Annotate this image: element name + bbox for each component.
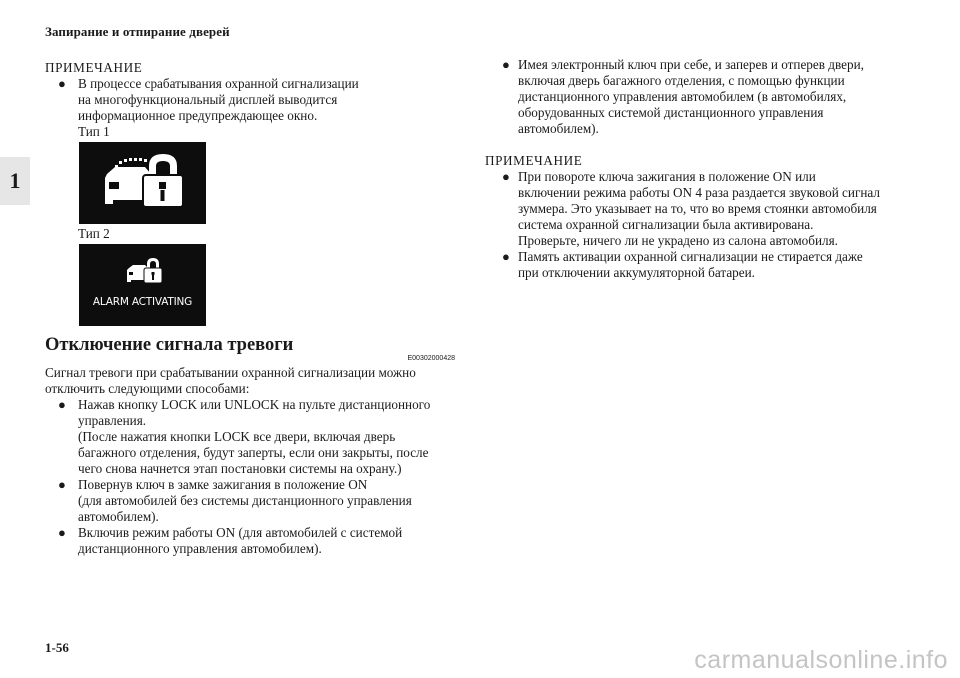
text-line: Нажав кнопку LOCK или UNLOCK на пульте дистанционного — [78, 397, 431, 412]
type2-label: Тип 2 — [78, 226, 110, 241]
list-item — [485, 57, 905, 137]
text-line: автомобилем). — [78, 509, 159, 524]
note-bullet — [485, 169, 905, 249]
text-line: Проверьте, ничего ли не украдено из салона автомобиля. — [518, 233, 838, 248]
text-line: включении режима работы ON 4 раза раздается звуковой сигнал — [518, 185, 880, 200]
text-line: (для автомобилей без системы дистанционного управления — [78, 493, 412, 508]
bullet-icon: ● — [502, 57, 510, 72]
chapter-tab: 1 — [0, 157, 30, 205]
text-line: оборудованных системой дистанционного управления — [518, 105, 824, 120]
list-item — [45, 477, 455, 525]
section-code: E00302000428 — [407, 355, 455, 362]
list-item — [45, 525, 455, 557]
bullet-icon: ● — [58, 525, 66, 540]
note-title: ПРИМЕЧАНИЕ — [45, 60, 143, 75]
running-header: Запирание и отпирание дверей — [45, 24, 230, 39]
note-bullet — [45, 76, 455, 124]
bullet-icon: ● — [58, 76, 66, 91]
text-line: управления. — [78, 413, 147, 428]
text-line: дистанционного управления автомобилем). — [78, 541, 322, 556]
text-line: отключить следующими способами: — [45, 381, 250, 396]
text-line: Память активации охранной сигнализации не стирается даже — [518, 249, 863, 264]
bullet-icon: ● — [58, 397, 66, 412]
alarm-activating-text: ALARM ACTIVATING — [92, 296, 193, 308]
list-item — [45, 397, 455, 477]
left-column — [45, 60, 455, 557]
text-line: Включив режим работы ON (для автомобилей с системой — [78, 525, 403, 540]
text-line: Имея электронный ключ при себе, и заперев и отперев двери, — [518, 57, 864, 72]
bullet-icon: ● — [502, 169, 510, 184]
car-lock-icon — [79, 142, 206, 224]
text-line: на многофункциональный дисплей выводится — [78, 92, 338, 107]
text-line: система охранной сигнализации была активирована. — [518, 217, 814, 232]
text-line: чего снова начнется этап постановки системы на охрану.) — [78, 461, 402, 476]
intro-paragraph — [45, 365, 455, 397]
bullet-icon: ● — [58, 477, 66, 492]
display-screen-type1 — [79, 142, 206, 224]
right-column — [485, 57, 905, 281]
watermark: carmanualsonline.info — [694, 646, 948, 674]
note-title: ПРИМЕЧАНИЕ — [485, 153, 583, 168]
display-screen-type2 — [79, 244, 206, 326]
text-line: В процессе срабатывания охранной сигнализации — [78, 76, 359, 91]
text-line: включая дверь багажного отделения, с помощью функции — [518, 73, 845, 88]
text-line: Повернув ключ в замке зажигания в положение ON — [78, 477, 368, 492]
note-bullet — [485, 249, 905, 281]
page-number: 1-56 — [45, 640, 69, 655]
section-title: Отключение сигнала тревоги — [45, 335, 294, 355]
text-line: Сигнал тревоги при срабатывании охранной сигнализации можно — [45, 365, 416, 380]
text-line: багажного отделения, будут заперты, если они закрыты, после — [78, 445, 429, 460]
text-line: дистанционного управления автомобилем (в автомобилях, — [518, 89, 847, 104]
text-line: информационное предупреждающее окно. — [78, 108, 318, 123]
text-line: зуммера. Это указывает на то, что во время стоянки автомобиля — [518, 201, 877, 216]
text-line: При повороте ключа зажигания в положение ON или — [518, 169, 816, 184]
bullet-icon: ● — [502, 249, 510, 264]
car-lock-small-icon — [79, 244, 206, 326]
type1-label: Тип 1 — [78, 124, 110, 139]
text-line: автомобилем). — [518, 121, 599, 136]
text-line: (После нажатия кнопки LOCK все двери, включая дверь — [78, 429, 396, 444]
text-line: при отключении аккумуляторной батареи. — [518, 265, 755, 280]
